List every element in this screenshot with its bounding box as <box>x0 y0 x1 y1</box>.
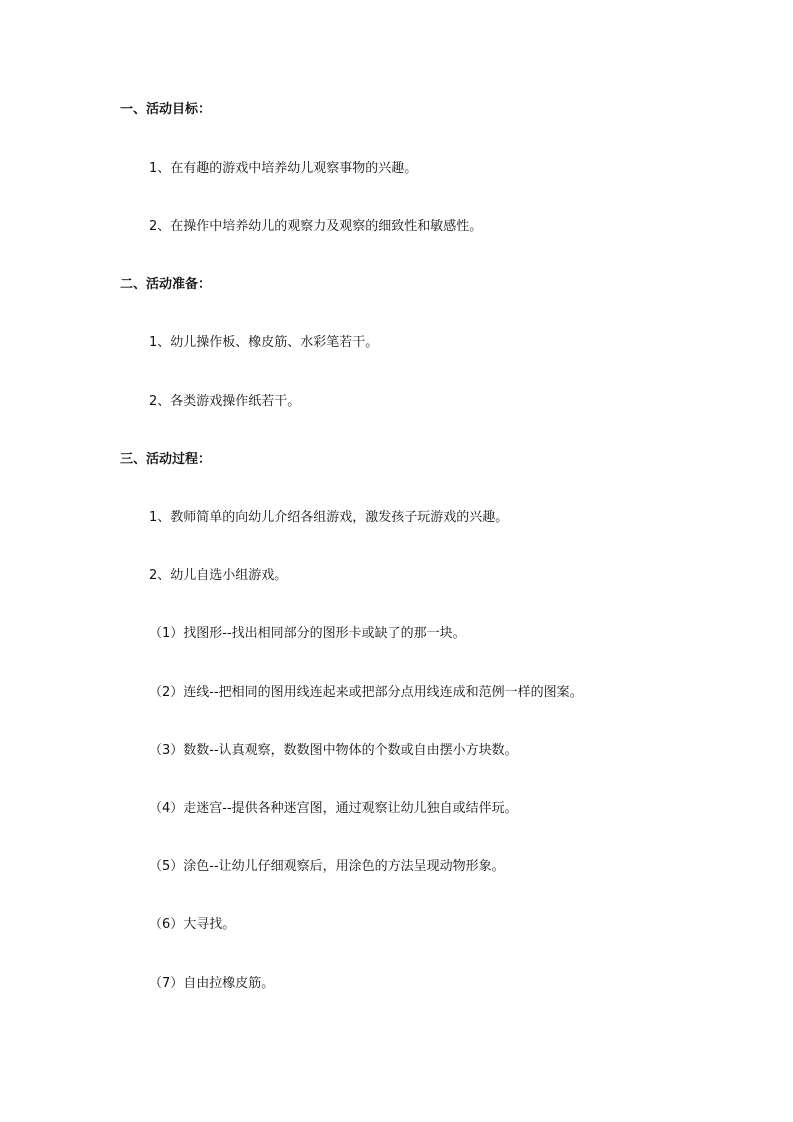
preparation-item-2: 2、各类游戏操作纸若干。 <box>149 394 301 409</box>
process-subitem-2: （2）连线--把相同的图用线连起来或把部分点用线连成和范例一样的图案。 <box>149 685 583 700</box>
process-item-2: 2、幼儿自选小组游戏。 <box>149 568 288 583</box>
process-item-1: 1、教师简单的向幼儿介绍各组游戏，激发孩子玩游戏的兴趣。 <box>149 510 509 525</box>
preparation-item-1: 1、幼儿操作板、橡皮筋、水彩笔若干。 <box>149 335 379 350</box>
goal-item-2: 2、在操作中培养幼儿的观察力及观察的细致性和敏感性。 <box>149 219 483 234</box>
process-subitem-1: （1）找图形--找出相同部分的图形卡或缺了的那一块。 <box>149 626 466 641</box>
process-subitem-3: （3）数数--认真观察，数数图中物体的个数或自由摆小方块数。 <box>149 743 518 758</box>
process-subitem-6: （6）大寻找。 <box>149 917 236 932</box>
process-subitem-7: （7）自由拉橡皮筋。 <box>149 976 275 991</box>
section-heading-goals: 一、活动目标： <box>120 102 212 117</box>
process-subitem-4: （4）走迷宫--提供各种迷宫图，通过观察让幼儿独自或结伴玩。 <box>149 801 518 816</box>
goal-item-1: 1、在有趣的游戏中培养幼儿观察事物的兴趣。 <box>149 161 418 176</box>
process-subitem-5: （5）涂色--让幼儿仔细观察后，用涂色的方法呈现动物形象。 <box>149 859 505 874</box>
section-heading-process: 三、活动过程： <box>120 452 212 467</box>
section-heading-preparation: 二、活动准备： <box>120 277 212 292</box>
